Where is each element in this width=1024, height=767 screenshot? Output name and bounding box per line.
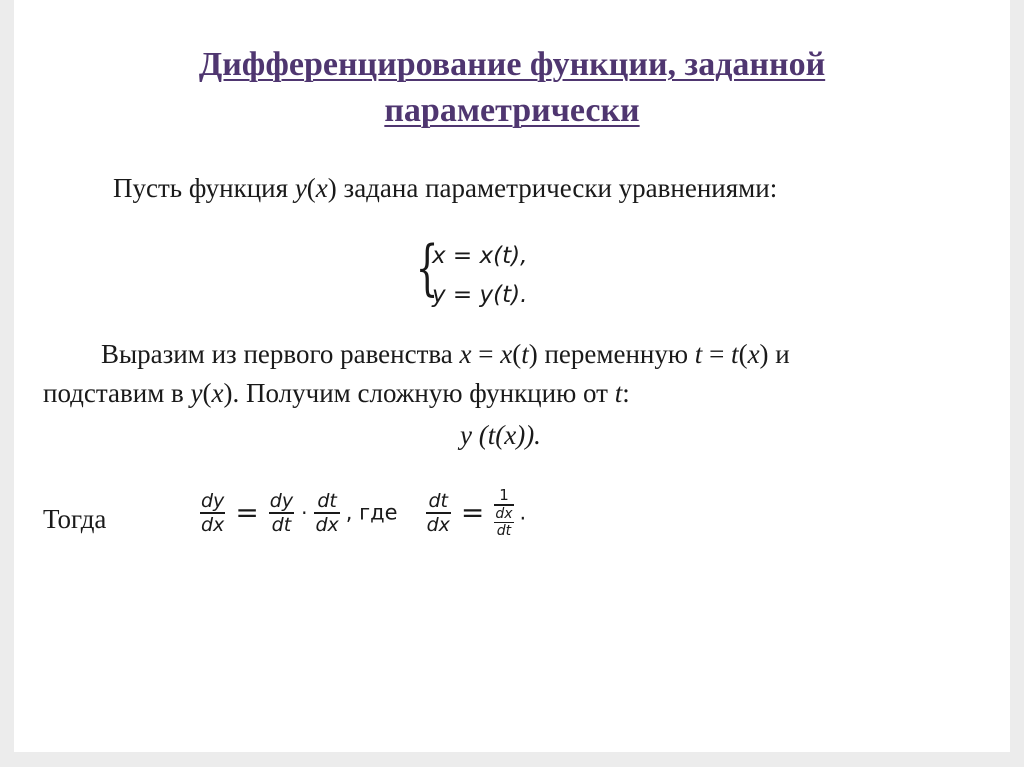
system-brace: { [415, 233, 439, 303]
fraction-dt-dx: $\frac{dt}{dx}$ [315, 489, 339, 536]
slide-title [0, 42, 1024, 134]
paragraph-line-1: Выразим из первого равенства x = x(t) переменную t = t(x) и [101, 339, 790, 369]
system-equation-2: y = y(t). [432, 282, 528, 308]
fraction-one-over-dx-dt: $\frac{1}{\frac{dx}{dt}}$ [495, 486, 513, 539]
title-line-2: параметрически [384, 92, 640, 129]
title-line-1: Дифференцирование функции, заданной [198, 46, 826, 83]
where-word: , где [345, 500, 398, 525]
intro-text: Пусть функция y(x) задана параметрически уравнениями: [113, 173, 778, 203]
system-equation-1: x = x(t), [432, 243, 528, 269]
then-label: Тогда [43, 504, 107, 534]
fraction-dy-dt: $\frac{dy}{dt}$ [269, 489, 294, 536]
derivative-formula: $\frac{dy}{dx}$ = $\frac{dy}{dt}$ · $\frac{dt}{dx}$ , где $\frac{dt}{dx}$ = $\frac{1}{\frac{dx}{dt}}$ . [201, 486, 527, 539]
fraction-dx-dt: $\frac{dx}{dt}$ [495, 506, 513, 539]
composite-function: y (t(x)). [460, 420, 541, 450]
paragraph-line-2: подставим в y(x). Получим сложную функцию от t: [43, 378, 630, 408]
fraction-dy-dx: $\frac{dy}{dx}$ [201, 489, 225, 536]
fraction-dt-dx-2: $\frac{dt}{dx}$ [426, 489, 450, 536]
